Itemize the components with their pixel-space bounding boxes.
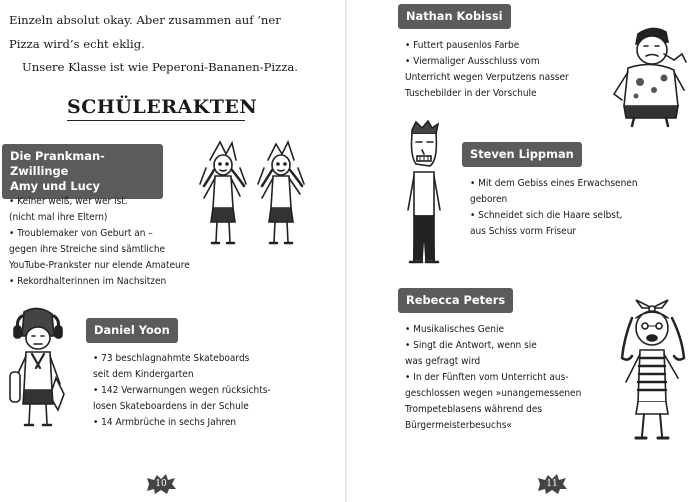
nathan-bullet-2: • Viermaliger Ausschluss vom [405, 56, 540, 67]
rebecca-bullets [405, 322, 581, 434]
daniel-yoon-label: Daniel Yoon [86, 318, 178, 343]
page-number-10-text: 10 [155, 479, 167, 489]
intro-line-1: Einzeln absolut okay. Aber zusammen auf ’ner [9, 13, 281, 27]
page-number-10 [146, 474, 176, 494]
prankman-bullet-3: • Troublemaker von Geburt an – [9, 228, 153, 239]
rebecca-illustration [618, 298, 688, 444]
rebecca-bullet-3: was gefragt wird [405, 356, 481, 367]
section-title: SCHÜLERAKTEN [67, 96, 245, 121]
nathan-bullet-1: • Futtert pausenlos Farbe [405, 40, 520, 51]
steven-illustration [400, 120, 448, 270]
daniel-bullet-1: • 73 beschlagnahmte Skateboards [93, 353, 250, 364]
steven-bullet-3: • Schneidet sich die Haare selbst, [470, 210, 623, 221]
prankman-bullet-6: • Rekordhalterinnen im Nachsitzen [9, 276, 167, 287]
page-number-11-text: 11 [546, 479, 558, 489]
nathan-kobissi-label: Nathan Kobissi [398, 4, 511, 29]
prankman-bullet-5: YouTube-Prankster nur elende Amateure [9, 260, 190, 271]
rebecca-bullet-5: geschlossen wegen »unangemessenen [405, 388, 582, 399]
intro-line-3: Unsere Klasse ist wie Peperoni-Bananen-Pizza. [22, 60, 298, 74]
steven-bullet-1: • Mit dem Gebiss eines Erwachsenen [470, 178, 638, 189]
prankman-name-line-1: Die Prankman-Zwillinge [10, 149, 105, 178]
daniel-bullet-4: losen Skateboardens in der Schule [93, 401, 249, 412]
daniel-bullets [93, 351, 271, 431]
nathan-bullets [405, 38, 569, 102]
nathan-bullet-3: Unterricht wegen Verputzens nasser [405, 72, 569, 83]
nathan-bullet-4: Tuschebilder in der Vorschule [405, 88, 537, 99]
intro-text [9, 9, 339, 80]
rebecca-bullet-6: Trompeteblasens während des [405, 404, 543, 415]
steven-bullets [470, 176, 638, 240]
rebecca-bullet-7: Bürgermeisterbesuchs« [405, 420, 512, 431]
right-page [346, 0, 692, 502]
rebecca-bullet-1: • Musikalisches Genie [405, 324, 505, 335]
steven-bullet-4: aus Schiss vorm Friseur [470, 226, 577, 237]
prankman-name-line-2: Amy und Lucy [10, 179, 100, 193]
rebecca-bullet-2: • Singt die Antwort, wenn sie [405, 340, 537, 351]
steven-bullet-2: geboren [470, 194, 508, 205]
daniel-bullet-3: • 142 Verwarnungen wegen rücksichts- [93, 385, 271, 396]
daniel-bullet-5: • 14 Armbrüche in sechs Jahren [93, 417, 237, 428]
daniel-bullet-2: seit dem Kindergarten [93, 369, 194, 380]
rebecca-bullet-4: • In der Fünften vom Unterricht aus- [405, 372, 569, 383]
prankman-bullets [9, 194, 190, 290]
page-number-11 [537, 474, 567, 494]
prankman-twins-label [2, 144, 163, 199]
twins-illustration [196, 140, 316, 250]
intro-line-2: Pizza wird’s echt eklig. [9, 36, 145, 51]
steven-lippman-label: Steven Lippman [462, 142, 582, 167]
rebecca-peters-label: Rebecca Peters [398, 288, 513, 313]
daniel-illustration [6, 306, 70, 430]
prankman-bullet-1: • Keiner weiß, wer wer ist. [9, 196, 128, 207]
prankman-bullet-2: (nicht mal ihre Eltern) [9, 212, 108, 223]
prankman-bullet-4: gegen ihre Streiche sind sämtliche [9, 244, 166, 255]
nathan-illustration [608, 24, 692, 128]
